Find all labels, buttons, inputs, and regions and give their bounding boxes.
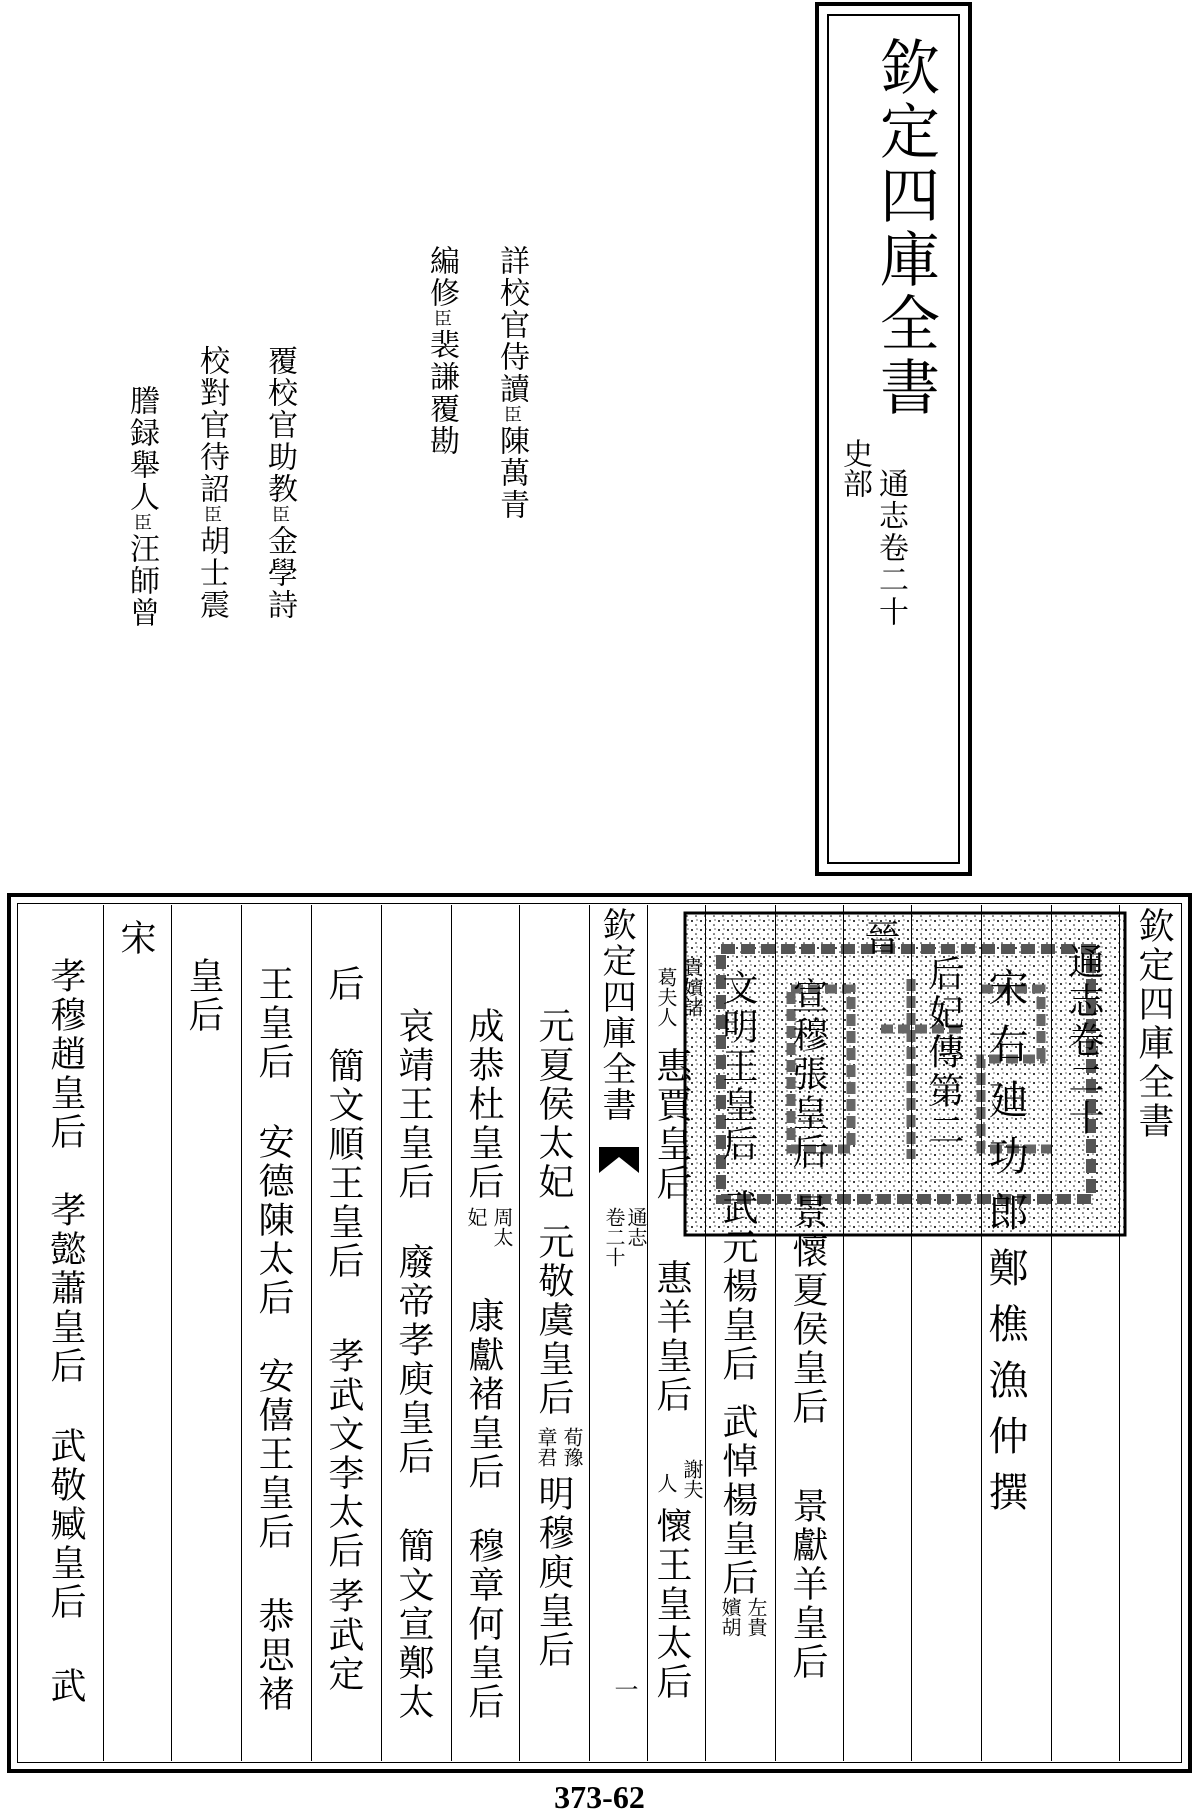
text-col-8a: 王皇后 [253, 965, 294, 1082]
text-col-5a: 成恭杜皇后 [463, 1007, 504, 1202]
text-col-3-note-right: 貴嬪諸 [680, 957, 704, 1017]
credit-office: 詳校官侍讀 [494, 245, 529, 405]
text-col-4-note-right: 荀豫 [560, 1427, 584, 1467]
column-rule [843, 905, 844, 1761]
text-col-2a: 文明王皇后 [717, 969, 758, 1164]
dynasty-jin: 晉 [859, 919, 900, 958]
text-col-5c: 穆章何皇后 [463, 1527, 504, 1722]
credit-mark: 臣 [269, 505, 290, 525]
column-rule [1051, 905, 1052, 1761]
text-col-3b: 惠羊皇后 [651, 1259, 692, 1415]
column-rule [981, 905, 982, 1761]
credit-office: 校對官待詔 [194, 345, 229, 505]
dynasty-song: 宋 [115, 919, 156, 958]
credit-name: 胡士震 [194, 525, 229, 621]
credit-office: 編修 [424, 245, 459, 309]
title-slip [815, 2, 972, 876]
credit-copyist [124, 385, 158, 629]
text-col-7c: 孝武文李太后 [323, 1337, 364, 1571]
text-col-11b: 孝懿蕭皇后 [45, 1191, 86, 1386]
text-col-4b: 元敬虞皇后 [533, 1223, 574, 1418]
credit-name: 陳萬青 [494, 425, 529, 521]
text-col-2c: 武悼楊皇后 [717, 1403, 758, 1598]
text-col-2-note-left: 嬪胡 [718, 1597, 742, 1637]
text-col-6c: 簡文宣鄭太 [393, 1527, 434, 1722]
credit-collator-1 [494, 245, 528, 521]
text-col-1a: 宣穆張皇后 [787, 977, 828, 1172]
fold-leaf-number: 一 [610, 1677, 638, 1701]
text-col-4-note-left: 章君 [534, 1427, 558, 1467]
text-col-5b: 康獻褚皇后 [463, 1297, 504, 1492]
text-col-3-note-left: 葛夫人 [654, 967, 678, 1027]
text-col-8b: 安德陳太后 [253, 1123, 294, 1318]
text-col-7d: 孝武定 [323, 1577, 364, 1694]
credit-mark: 臣 [431, 309, 452, 329]
credit-mark: 臣 [201, 505, 222, 525]
column-rule [1119, 905, 1120, 1761]
text-col-4c: 明穆庾皇后 [533, 1475, 574, 1670]
volume-label: 通志卷二十 [873, 468, 908, 628]
credit-name: 裴謙覆勘 [424, 329, 459, 457]
column-rule [519, 905, 520, 1761]
fold-rule-right [647, 905, 648, 1761]
text-col-4a: 元夏侯太妃 [533, 1007, 574, 1202]
text-col-5-note-right: 周太 [490, 1207, 514, 1247]
text-col-1b: 景懷夏侯皇后 [787, 1193, 828, 1427]
credit-collator-2 [262, 345, 296, 621]
fishtail-mark [599, 1147, 639, 1173]
column-rule [705, 905, 706, 1761]
credit-editor [424, 245, 458, 457]
credit-office: 覆校官助教 [262, 345, 297, 505]
page-number: 373-62 [554, 1779, 645, 1815]
credit-name: 金學詩 [262, 525, 297, 621]
column-rule [911, 905, 912, 1761]
text-col-3c: 懷王皇太后 [651, 1507, 692, 1702]
header-chapter: 后妃傳第二 [923, 955, 964, 1150]
section-label: 史部 [837, 438, 872, 498]
text-col-2-note-right: 左貴 [744, 1597, 768, 1637]
column-rule [775, 905, 776, 1761]
text-col-9a: 皇后 [183, 957, 224, 1035]
text-col-7a: 后 [323, 965, 364, 1004]
text-col-1c: 景獻羊皇后 [787, 1487, 828, 1682]
fold-rule-left [589, 905, 590, 1761]
column-rule [311, 905, 312, 1761]
credit-office: 謄録舉人 [124, 385, 159, 513]
text-col-5-note-left: 妃 [464, 1207, 488, 1227]
text-col-2b: 武元楊皇后 [717, 1189, 758, 1384]
column-rule [171, 905, 172, 1761]
credit-proofreader [194, 345, 228, 621]
text-col-11d: 武 [45, 1667, 86, 1706]
column-rule [241, 905, 242, 1761]
text-col-6a: 哀靖王皇后 [393, 1007, 434, 1202]
book-title: 欽定四庫全書 [870, 36, 940, 420]
text-col-3a: 惠賈皇后 [651, 1047, 692, 1203]
header-author: 宋右廸功郎鄭樵漁仲撰 [982, 967, 1028, 1527]
header-book-title: 欽定四庫全書 [1133, 907, 1174, 1141]
text-page [7, 893, 1192, 1773]
text-col-8c: 安僖王皇后 [253, 1357, 294, 1552]
text-col-8d: 恭思褚 [253, 1597, 294, 1714]
column-rule [103, 905, 104, 1761]
header-volume: 通志卷二十 [1063, 943, 1104, 1138]
credit-mark: 臣 [131, 513, 152, 533]
credit-mark: 臣 [501, 405, 522, 425]
text-col-7b: 簡文順王皇后 [323, 1047, 364, 1281]
title-slip-inner-border [827, 14, 960, 864]
fold-juan: 通志 卷二十 [602, 1207, 648, 1267]
text-col-6b: 廢帝孝庾皇后 [393, 1243, 434, 1477]
fold-book-title: 欽定四庫全書 [596, 907, 636, 1123]
text-col-11a: 孝穆趙皇后 [45, 957, 86, 1152]
column-rule [381, 905, 382, 1761]
text-col-3-note2-right: 謝夫 [680, 1459, 704, 1499]
text-col-11c: 武敬臧皇后 [45, 1427, 86, 1622]
column-rule [451, 905, 452, 1761]
text-col-3-note2-left: 人 [654, 1473, 678, 1493]
credit-name: 汪師曾 [124, 533, 159, 629]
